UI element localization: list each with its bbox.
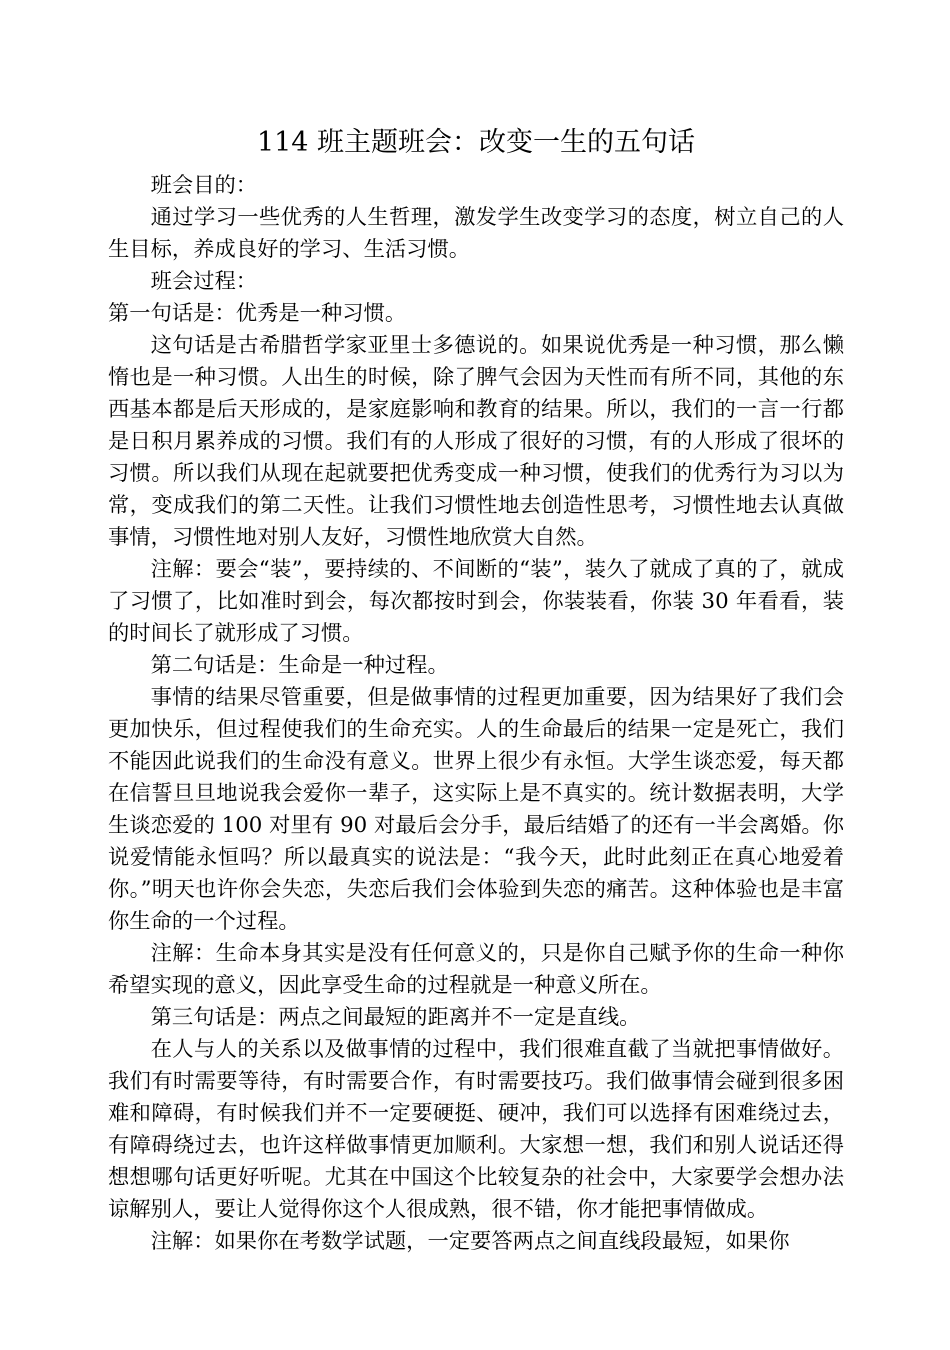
paragraph-second-saying-note: 注解：生命本身其实是没有任何意义的，只是你自己赋予你的生命一种你希望实现的意义，因此享受生命的过程就是一种意义所在。 <box>108 941 844 998</box>
paragraph-third-saying-heading: 第三句话是：两点之间最短的距离并不一定是直线。 <box>150 1005 641 1030</box>
paragraph-third-saying-body: 在人与人的关系以及做事情的过程中，我们很难直截了当就把事情做好。我们有时需要等待，有时需要合作，有时需要技巧。我们做事情会碰到很多困难和障碍，有时候我们并不一定要硬挺、硬冲，我们可以选择有困难绕过去，有障碍绕过去，也许这样做事情更加顺利。大家想一想，我们和别人说话还得想想哪句话更好听呢。尤其在中国这个比较复杂的社会中，大家要学会想办法谅解别人，要让人觉得你这个人很成熟，很不错，你才能把事情做成。 <box>108 1037 844 1222</box>
paragraph-meeting-purpose: 通过学习一些优秀的人生哲理，激发学生改变学习的态度，树立自己的人生目标，养成良好的学习、生活习惯。 <box>108 205 844 262</box>
paragraph-first-saying-body: 这句话是古希腊哲学家亚里士多德说的。如果说优秀是一种习惯，那么懒惰也是一种习惯。人出生的时候，除了脾气会因为天性而有所不同，其他的东西基本都是后天形成的，是家庭影响和教育的结果。所以，我们的一言一行都是日积月累养成的习惯。我们有的人形成了很好的习惯，有的人形成了很坏的习惯。所以我们从现在起就要把优秀变成一种习惯，使我们的优秀行为习以为常，变成我们的第二天性。让我们习惯性地去创造性思考，习惯性地去认真做事情，习惯性地对别人友好，习惯性地欣赏大自然。 <box>108 333 844 550</box>
document-page <box>108 122 844 1258</box>
paragraph-third-saying-note: 注解：如果你在考数学试题，一定要答两点之间直线段最短，如果你 <box>150 1229 790 1254</box>
paragraph-meeting-purpose-heading: 班会目的： <box>150 173 258 198</box>
paragraph-first-saying-heading: 第一句话是：优秀是一种习惯。 <box>108 301 407 326</box>
paragraph-second-saying-body: 事情的结果尽管重要，但是做事情的过程更加重要，因为结果好了我们会更加快乐，但过程使我们的生命充实。人的生命最后的结果一定是死亡，我们不能因此说我们的生命没有意义。世界上很少有永恒。大学生谈恋爱，每天都在信誓旦旦地说我会爱你一辈子，这实际上是不真实的。统计数据表明，大学生谈恋爱的 100 对里有 90 对最后会分手，最后结婚了的还有一半会离婚。你说爱情能永恒吗？所以最真实的说法是：“我今天，此时此刻正在真心地爱着你。”明天也许你会失恋，失恋后我们会体验到失恋的痛苦。这种体验也是丰富你生命的一个过程。 <box>108 685 844 934</box>
document-title: 114 班主题班会：改变一生的五句话 <box>256 127 696 158</box>
paragraph-first-saying-note: 注解：要会“装”，要持续的、不间断的“装”，装久了就成了真的了，就成了习惯了，比如准时到会，每次都按时到会，你装装看，你装 30 年看看，装的时间长了就形成了习惯。 <box>108 557 844 646</box>
paragraph-meeting-process-heading: 班会过程： <box>150 269 258 294</box>
paragraph-second-saying-heading: 第二句话是：生命是一种过程。 <box>150 653 449 678</box>
